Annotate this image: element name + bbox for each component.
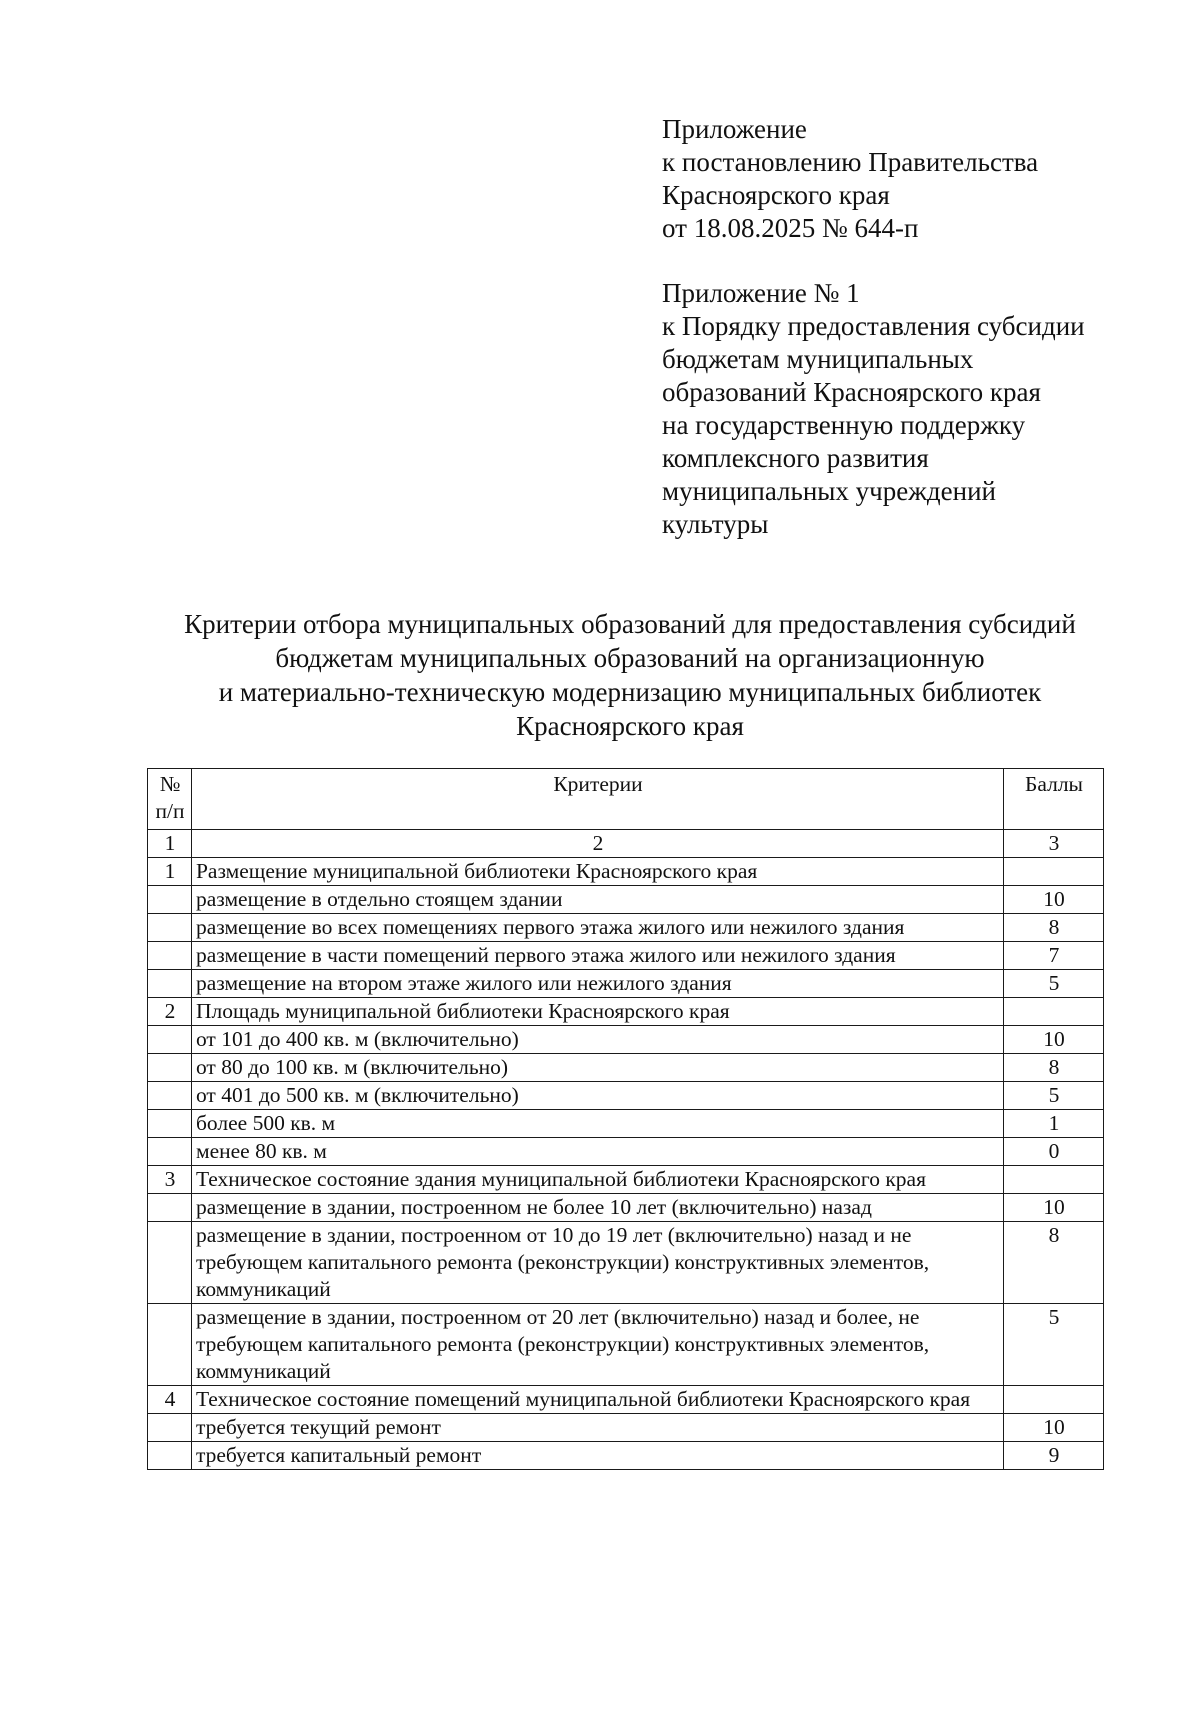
table-header-row — [148, 769, 1104, 830]
table-row — [148, 1138, 1104, 1166]
title-line: бюджетам муниципальных образований на организационную — [275, 643, 985, 673]
appendix-line: муниципальных учреждений — [662, 476, 996, 506]
appendix-line: на государственную поддержку — [662, 410, 1026, 440]
appendix-heading-procedure — [662, 277, 1132, 541]
appendix-line: к постановлению Правительства — [662, 147, 1039, 177]
criteria-cell: Техническое состояние здания муниципальной библиотеки Красноярского края — [191, 1166, 1003, 1194]
table-row — [148, 1386, 1104, 1414]
appendix-line: бюджетам муниципальных — [662, 344, 974, 374]
row-number-cell: 2 — [148, 998, 192, 1026]
table-row — [148, 1166, 1104, 1194]
table-row — [148, 1110, 1104, 1138]
table-row — [148, 1304, 1104, 1386]
criteria-cell: от 401 до 500 кв. м (включительно) — [191, 1082, 1003, 1110]
row-number-cell: 1 — [148, 858, 192, 886]
points-cell: 5 — [1004, 1304, 1104, 1386]
table-row — [148, 998, 1104, 1026]
points-cell — [1004, 998, 1104, 1026]
criteria-cell: требуется капитальный ремонт — [191, 1442, 1003, 1470]
points-cell: 10 — [1004, 886, 1104, 914]
criteria-cell: Техническое состояние помещений муниципальной библиотеки Красноярского края — [191, 1386, 1003, 1414]
criteria-cell: менее 80 кв. м — [191, 1138, 1003, 1166]
row-number-cell — [148, 1110, 192, 1138]
criteria-cell: Площадь муниципальной библиотеки Красноярского края — [191, 998, 1003, 1026]
appendix-line: от 18.08.2025 № 644-п — [662, 213, 919, 243]
header-num: № п/п — [148, 769, 192, 830]
criteria-cell: размещение в здании, построенном от 10 до 19 лет (включительно) назад и не требующем капитального ремонта (реконструкции) конструктивных элементов, коммуникаций — [191, 1222, 1003, 1304]
appendix-line: Красноярского края — [662, 180, 890, 210]
points-cell: 10 — [1004, 1414, 1104, 1442]
points-cell — [1004, 1166, 1104, 1194]
row-number-cell — [148, 1082, 192, 1110]
row-number-cell — [148, 886, 192, 914]
appendix-line: Приложение № 1 — [662, 278, 860, 308]
appendix-line: культуры — [662, 509, 769, 539]
criteria-cell: размещение в отдельно стоящем здании — [191, 886, 1003, 914]
table-row — [148, 1054, 1104, 1082]
row-number-cell — [148, 1054, 192, 1082]
criteria-cell: от 101 до 400 кв. м (включительно) — [191, 1026, 1003, 1054]
points-cell: 8 — [1004, 1222, 1104, 1304]
points-cell: 8 — [1004, 1054, 1104, 1082]
appendix-line: образований Красноярского края — [662, 377, 1041, 407]
table-row — [148, 1026, 1104, 1054]
points-cell: 0 — [1004, 1138, 1104, 1166]
table-row — [148, 1414, 1104, 1442]
points-cell: 5 — [1004, 970, 1104, 998]
criteria-cell: Размещение муниципальной библиотеки Красноярского края — [191, 858, 1003, 886]
row-number-cell — [148, 1414, 192, 1442]
row-number-cell — [148, 970, 192, 998]
column-number: 2 — [191, 830, 1003, 858]
column-number: 1 — [148, 830, 192, 858]
criteria-table — [147, 768, 1104, 1470]
table-row — [148, 858, 1104, 886]
appendix-line: комплексного развития — [662, 443, 929, 473]
appendix-line: к Порядку предоставления субсидии — [662, 311, 1085, 341]
criteria-cell: от 80 до 100 кв. м (включительно) — [191, 1054, 1003, 1082]
table-row — [148, 914, 1104, 942]
title-line: Красноярского края — [516, 711, 744, 741]
points-cell — [1004, 1386, 1104, 1414]
row-number-cell — [148, 914, 192, 942]
table-row — [148, 1082, 1104, 1110]
criteria-cell: размещение в здании, построенном от 20 лет (включительно) назад и более, не требующем капитального ремонта (реконструкции) конструктивных элементов, коммуникаций — [191, 1304, 1003, 1386]
table-row — [148, 970, 1104, 998]
table-row — [148, 1442, 1104, 1470]
points-cell: 7 — [1004, 942, 1104, 970]
points-cell: 5 — [1004, 1082, 1104, 1110]
row-number-cell — [148, 1138, 192, 1166]
criteria-cell: размещение на втором этаже жилого или нежилого здания — [191, 970, 1003, 998]
table-row — [148, 942, 1104, 970]
criteria-cell: более 500 кв. м — [191, 1110, 1003, 1138]
title-line: Критерии отбора муниципальных образований для предоставления субсидий — [184, 609, 1076, 639]
header-criteria: Критерии — [191, 769, 1003, 830]
appendix-heading-resolution — [662, 113, 1132, 245]
title-line: и материально-техническую модернизацию муниципальных библиотек — [218, 677, 1042, 707]
table-row — [148, 1222, 1104, 1304]
table-row — [148, 886, 1104, 914]
header-points: Баллы — [1004, 769, 1104, 830]
row-number-cell — [148, 942, 192, 970]
row-number-cell — [148, 1442, 192, 1470]
points-cell: 8 — [1004, 914, 1104, 942]
criteria-cell: требуется текущий ремонт — [191, 1414, 1003, 1442]
row-number-cell — [148, 1194, 192, 1222]
row-number-cell — [148, 1222, 192, 1304]
criteria-cell: размещение в части помещений первого этажа жилого или нежилого здания — [191, 942, 1003, 970]
appendix-line: Приложение — [662, 114, 807, 144]
column-number: 3 — [1004, 830, 1104, 858]
criteria-cell: размещение во всех помещениях первого этажа жилого или нежилого здания — [191, 914, 1003, 942]
row-number-cell — [148, 1304, 192, 1386]
document-title — [120, 607, 1140, 743]
points-cell: 1 — [1004, 1110, 1104, 1138]
points-cell: 10 — [1004, 1026, 1104, 1054]
points-cell — [1004, 858, 1104, 886]
criteria-cell: размещение в здании, построенном не более 10 лет (включительно) назад — [191, 1194, 1003, 1222]
row-number-cell — [148, 1026, 192, 1054]
column-number-row — [148, 830, 1104, 858]
points-cell: 9 — [1004, 1442, 1104, 1470]
table-row — [148, 1194, 1104, 1222]
row-number-cell: 4 — [148, 1386, 192, 1414]
points-cell: 10 — [1004, 1194, 1104, 1222]
row-number-cell: 3 — [148, 1166, 192, 1194]
